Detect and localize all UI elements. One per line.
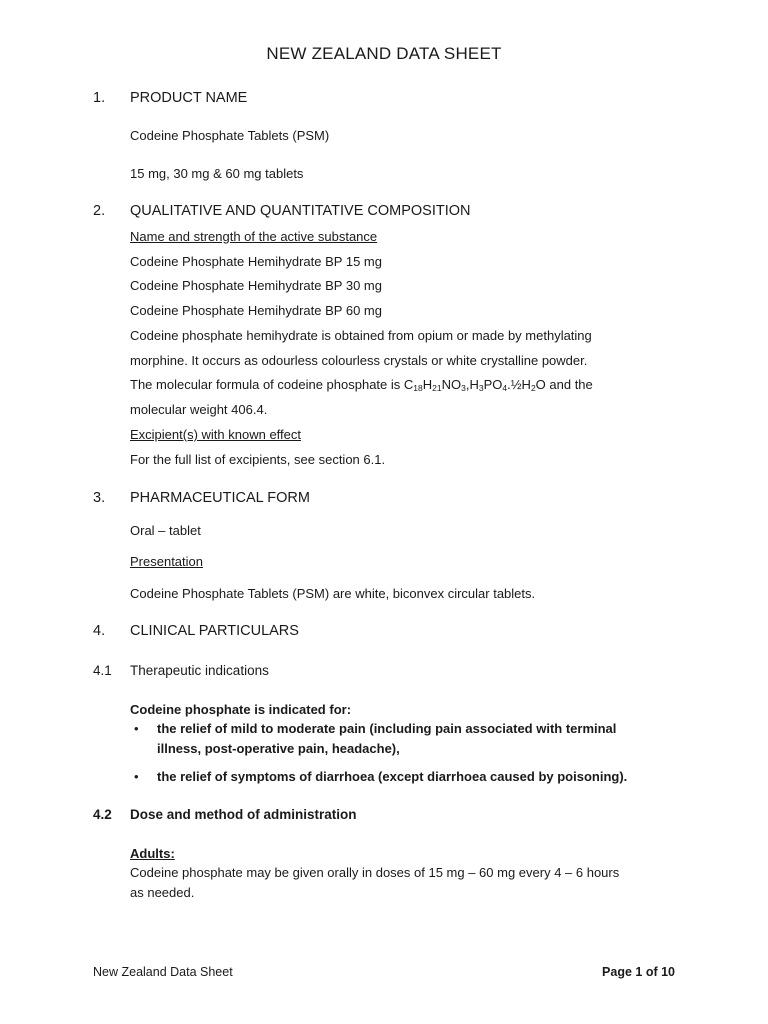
section-3-heading: PHARMACEUTICAL FORM <box>130 490 310 506</box>
section-3-number: 3. <box>93 490 106 506</box>
section-4-2-heading: Dose and method of administration <box>130 807 357 822</box>
section-4-2-number: 4.2 <box>93 807 112 822</box>
bullet-marker: • <box>134 721 139 736</box>
product-strengths: 15 mg, 30 mg & 60 mg tablets <box>130 166 304 181</box>
section-4-heading: CLINICAL PARTICULARS <box>130 623 299 639</box>
document-title: NEW ZEALAND DATA SHEET <box>266 44 502 63</box>
formula-sub: 3 <box>461 383 466 393</box>
active-substance-subheading: Name and strength of the active substance <box>130 229 378 244</box>
formula-part: .½H <box>507 377 531 392</box>
description-line-2: morphine. It occurs as odourless colourless crystals or white crystalline powder. <box>130 353 588 368</box>
presentation-text: Codeine Phosphate Tablets (PSM) are white, biconvex circular tablets. <box>130 586 536 601</box>
formula-part: H <box>422 377 433 392</box>
adults-dose-line-1: Codeine phosphate may be given orally in doses of 15 mg – 60 mg every 4 – 6 hours <box>130 865 620 880</box>
pharmaceutical-form: Oral – tablet <box>130 523 201 538</box>
excipients-subheading: Excipient(s) with known effect <box>130 427 301 442</box>
indication-1-line-2: illness, post-operative pain, headache), <box>157 741 400 756</box>
formula-part: PO <box>483 377 503 392</box>
formula-part: ,H <box>465 377 479 392</box>
bullet-marker: • <box>134 769 139 784</box>
formula-sub: 18 <box>413 383 423 393</box>
section-1-heading: PRODUCT NAME <box>130 90 248 106</box>
excipients-note: For the full list of excipients, see section 6.1. <box>130 452 386 467</box>
molecular-weight-line: molecular weight 406.4. <box>130 402 268 417</box>
molecular-formula-line <box>130 377 593 393</box>
formula-sub: 2 <box>530 383 536 393</box>
section-4-number: 4. <box>93 623 106 639</box>
formula-part: O and the <box>535 377 593 392</box>
indication-2: the relief of symptoms of diarrhoea (except diarrhoea caused by poisoning). <box>157 769 628 784</box>
formula-sub: 21 <box>432 383 442 393</box>
adults-dose-line-2: as needed. <box>130 885 195 900</box>
formula-prefix: The molecular formula of codeine phosphate is C <box>130 377 414 392</box>
section-1-number: 1. <box>93 90 106 106</box>
product-name: Codeine Phosphate Tablets (PSM) <box>130 128 330 143</box>
footer-title: New Zealand Data Sheet <box>93 965 233 979</box>
section-2-number: 2. <box>93 203 106 219</box>
formula-part: NO <box>441 377 462 392</box>
adults-label: Adults: <box>130 846 175 861</box>
formula-sub: 4 <box>502 383 508 393</box>
active-15mg: Codeine Phosphate Hemihydrate BP 15 mg <box>130 254 382 269</box>
active-60mg: Codeine Phosphate Hemihydrate BP 60 mg <box>130 303 382 318</box>
page-number: Page 1 of 10 <box>602 965 675 979</box>
indications-intro: Codeine phosphate is indicated for: <box>130 702 352 717</box>
description-line-1: Codeine phosphate hemihydrate is obtained from opium or made by methylating <box>130 328 592 343</box>
active-30mg: Codeine Phosphate Hemihydrate BP 30 mg <box>130 278 382 293</box>
presentation-subheading: Presentation <box>130 554 203 569</box>
formula-sub: 3 <box>478 383 484 393</box>
section-4-1-number: 4.1 <box>93 663 112 678</box>
indication-1-line-1: the relief of mild to moderate pain (including pain associated with terminal <box>157 721 617 736</box>
section-4-1-heading: Therapeutic indications <box>130 663 269 678</box>
section-2-heading: QUALITATIVE AND QUANTITATIVE COMPOSITION <box>130 203 471 219</box>
